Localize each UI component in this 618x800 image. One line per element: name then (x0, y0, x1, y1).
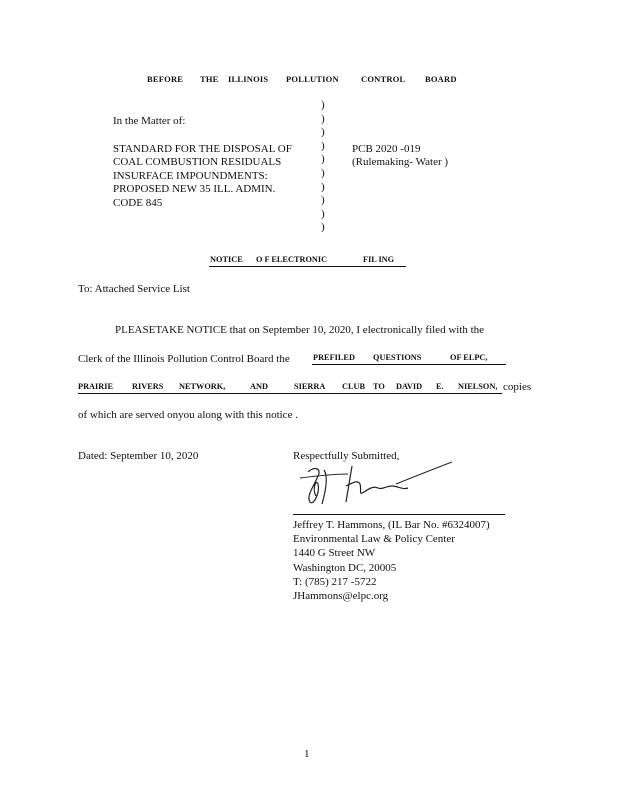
body-line-1: PLEASETAKE NOTICE that on September 10, 2020, I electronically filed with the (115, 324, 485, 336)
matter-title-line-5: CODE 845 (113, 196, 163, 209)
paren-3: ) (321, 126, 325, 139)
body-line-3-suffix: copies (503, 381, 532, 393)
header-word-illinois: ILLINOIS (228, 74, 269, 84)
body-line-3-bold-1: PRAIRIE (78, 382, 114, 391)
signer-phone-line: T: (785) 217 -5722 (293, 575, 377, 588)
body-line-3-bold-8: DAVID (396, 382, 423, 391)
notice-title-part-2: O F ELECTRONIC (256, 255, 328, 264)
header-word-control: CONTROL (361, 74, 406, 84)
body-line-3-bold-2: RIVERS (132, 382, 164, 391)
signer-street-line: 1440 G Street NW (293, 547, 376, 560)
caption-parens (321, 99, 331, 235)
body-line-2-bold-1: PREFILED (313, 353, 355, 362)
header-word-before: BEFORE (147, 74, 184, 84)
signer-name-line: Jeffrey T. Hammons, (IL Bar No. #6324007) (293, 519, 490, 531)
paren-2: ) (321, 112, 325, 125)
body-line-2-underline (312, 364, 506, 365)
case-number-line-2: (Rulemaking- Water ) (352, 156, 449, 169)
to-line: To: Attached Service List (78, 283, 190, 295)
case-number-line-1: PCB 2020 -019 (352, 143, 421, 155)
body-line-2-bold-2: QUESTIONS (373, 353, 422, 362)
matter-title-line-3: INSURFACE IMPOUNDMENTS: (113, 169, 268, 182)
signature-block (293, 518, 490, 603)
notice-title-part-3: FIL ING (363, 255, 395, 264)
body-line-3-bold-5: SIERRA (294, 382, 326, 391)
header-word-the: THE (200, 74, 219, 84)
matter-title (113, 143, 293, 210)
body-line-3-underline (78, 393, 502, 394)
dated-line: Dated: September 10, 2020 (78, 450, 199, 462)
signer-email-line: JHammons@elpc.org (293, 590, 389, 603)
paren-9: ) (321, 207, 325, 220)
notice-title-underline (209, 266, 406, 267)
case-number (352, 143, 448, 170)
matter-label: In the Matter of: (113, 115, 186, 127)
body-line-3-bold-7: TO (373, 382, 385, 391)
body-line-2-prefix: Clerk of the Illinois Pollution Control Board the (78, 353, 290, 365)
closing-line: Respectfully Submitted, (293, 450, 400, 462)
body-line-2-bold-3: OF ELPC, (450, 353, 488, 362)
header-word-pollution: POLLUTION (286, 74, 339, 84)
matter-title-line-2: COAL COMBUSTION RESIDUALS (113, 156, 282, 169)
signer-city-line: Washington DC, 20005 (293, 561, 397, 574)
matter-title-line-1: STANDARD FOR THE DISPOSAL OF (113, 143, 292, 155)
paren-5: ) (321, 153, 325, 166)
body-line-3-bold-4: AND (250, 382, 268, 391)
body-line-3-bold-6: CLUB (342, 382, 366, 391)
paren-7: ) (321, 180, 325, 193)
header-word-board: BOARD (425, 74, 457, 84)
body-line-3-bold-9: E. (436, 382, 444, 391)
paren-6: ) (321, 166, 325, 179)
paren-8: ) (321, 194, 325, 207)
body-line-3-bold-3: NETWORK, (179, 382, 226, 391)
body-line-4: of which are served onyou along with this notice . (78, 409, 298, 421)
paren-1: ) (321, 99, 325, 111)
signature-line (293, 514, 505, 515)
body-line-3-bold-10: NIELSON, (458, 382, 498, 391)
notice-title-part-1: NOTICE (210, 255, 243, 264)
signer-org-line: Environmental Law & Policy Center (293, 533, 455, 546)
paren-4: ) (321, 139, 325, 152)
page-number: 1 (304, 748, 310, 760)
paren-10: ) (321, 221, 325, 234)
handwritten-signature (296, 456, 456, 512)
matter-title-line-4: PROPOSED NEW 35 ILL. ADMIN. (113, 183, 276, 196)
